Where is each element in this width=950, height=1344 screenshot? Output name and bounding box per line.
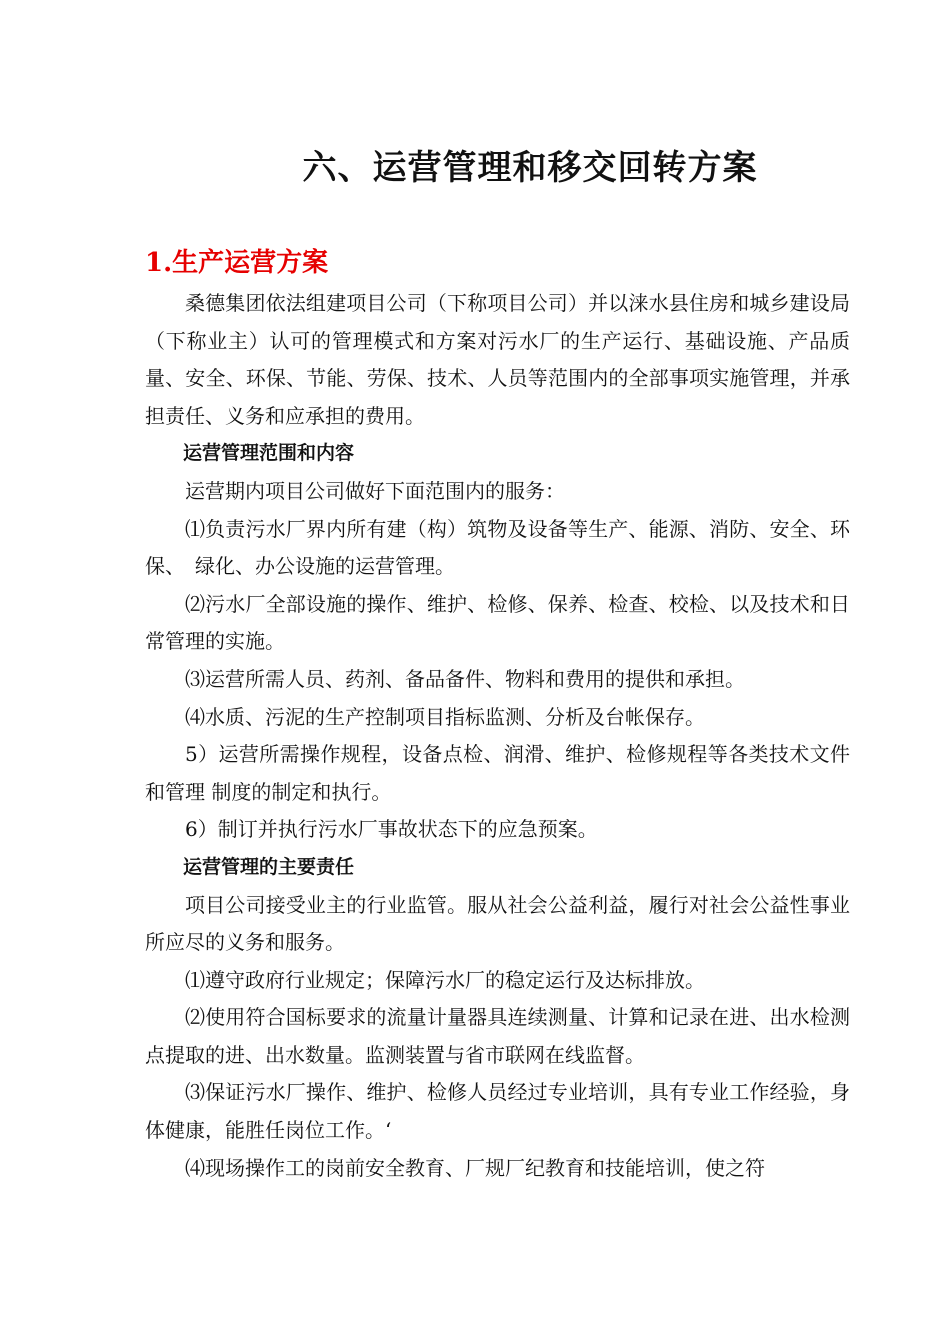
responsibility-item-2: ⑵使用符合国标要求的流量计量器具连续测量、计算和记录在进、出水检测点提取的进、出水数量。监测装置与省市联网在线监督。 — [145, 1005, 850, 1067]
list-item-4: ⑷水质、污泥的生产控制项目指标监测、分析及台帐保存。 — [185, 704, 705, 729]
body-text — [145, 285, 850, 1187]
responsibility-item-4: ⑷现场操作工的岗前安全教育、厂规厂纪教育和技能培训，使之符 — [185, 1155, 765, 1180]
list-item-1: ⑴负责污水厂界内所有建（构）筑物及设备等生产、能源、消防、安全、环保、 绿化、办公设施的运营管理。 — [145, 516, 850, 579]
list-item-2: ⑵污水厂全部设施的操作、维护、检修、保养、检查、校检、以及技术和日常管理的实施。 — [145, 591, 850, 654]
list-item-6: 6）制订并执行污水厂事故状态下的应急预案。 — [185, 817, 598, 842]
list-item-5: 5）运营所需操作规程，设备点检、润滑、维护、检修规程等各类技术文件和管理 制度的制定和执行。 — [145, 742, 850, 804]
subheading-scope: 运营管理范围和内容 — [183, 442, 355, 465]
list-item-3: ⑶运营所需人员、药剂、备品备件、物料和费用的提供和承担。 — [185, 666, 745, 691]
subheading-responsibility: 运营管理的主要责任 — [183, 855, 355, 878]
responsibility-item-3: ⑶保证污水厂操作、维护、检修人员经过专业培训，具有专业工作经验，身体健康，能胜任岗位工作。‘ — [145, 1080, 850, 1143]
paragraph-responsibility-intro: 项目公司接受业主的行业监管。服从社会公益利益，履行对社会公益性事业所应尽的义务和服务。 — [145, 892, 850, 955]
section-heading: 1.生产运营方案 — [145, 248, 329, 278]
document-title: 六、运营管理和移交回转方案 — [302, 148, 758, 188]
paragraph-scope-intro: 运营期内项目公司做好下面范围内的服务： — [185, 478, 565, 503]
intro-paragraph: 桑德集团依法组建项目公司（下称项目公司）并以涞水县住房和城乡建设局（下称业主）认可的管理模式和方案对污水厂的生产运行、基础设施、产品质量、安全、环保、节能、劳保、技术、人员等范围内的全部事项实施管理，并承担责任、义务和应承担的费用。 — [145, 291, 850, 428]
responsibility-item-1: ⑴遵守政府行业规定；保障污水厂的稳定运行及达标排放。 — [185, 967, 705, 992]
